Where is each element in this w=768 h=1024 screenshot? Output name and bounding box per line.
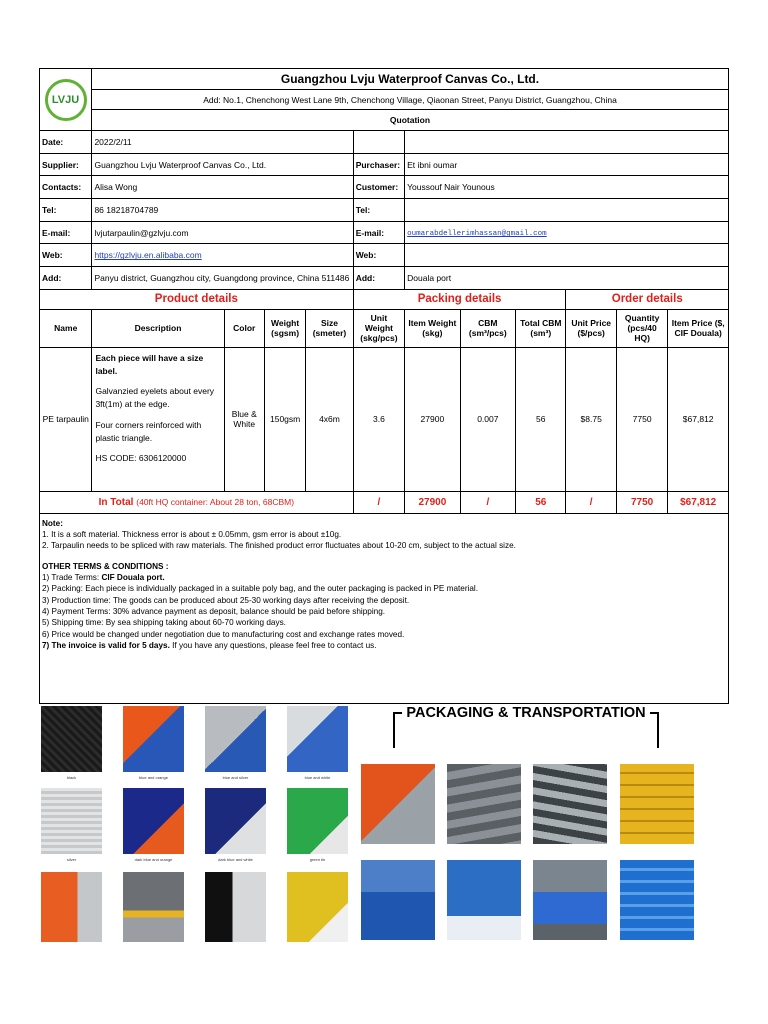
swatch-caption: blue and silver [222,775,249,780]
email-label: E-mail: [40,221,92,244]
email-value: lvjutarpaulin@gzlvju.com [92,221,353,244]
total-quantity: 7750 [616,491,667,513]
product-unit-weight: 3.6 [353,347,404,491]
total-row [40,491,729,513]
notes-title: Note: [42,518,63,528]
swatch-caption: dark blue and white [218,857,253,862]
document-title: Quotation [389,115,431,126]
swatch-caption: silver [66,857,77,862]
swatch-green [287,788,348,854]
customer-value: Youssouf Nair Younous [405,176,729,199]
swatch-blue-silver [205,706,266,772]
col-description: Description [92,309,224,347]
packaging-photo [620,764,694,844]
note-line: 2. Tarpaulin needs to be spliced with raw materials. The finished product error fluctuates about 10-20 cm, subject to the actual size. [42,541,516,551]
total-cbm: / [460,491,515,513]
swatch-caption: blue and white [304,775,331,780]
term-bold: CIF Douala port. [101,573,165,583]
col-size: Size (smeter) [306,309,353,347]
table-row [40,347,729,491]
col-weight: Weight (sgsm) [264,309,305,347]
term-line: 2) Packing: Each piece is individually packaged in a suitable poly bag, and the outer packaging is packed in PE material. [42,584,479,594]
term-line: 4) Payment Terms: 30% advance payment as deposit, balance should be paid before shipping. [42,607,386,616]
col-cbm: CBM (sm³/pcs) [460,309,515,347]
col-total-cbm: Total CBM (sm³) [516,309,566,347]
col-quantity: Quantity (pcs/40 HQ) [616,309,667,347]
term-line: 5) Shipping time: By sea shipping taking about 60-70 working days. [42,618,286,628]
add-label: Add: [40,267,92,290]
term-line [42,572,726,583]
desc-line: HS CODE: 6306120000 [95,452,187,463]
customer-web-value [405,244,729,267]
total-unit-weight: / [353,491,404,513]
empty-cell [405,131,729,154]
term-line: 6) Price would be changed under negotiation due to manufacturing cost and exchange rates moved. [42,629,405,639]
term-text: If you have any questions, please feel free to contact us. [169,640,377,650]
total-note: (40ft HQ container: About 28 ton, 68CBM) [136,496,295,507]
desc-line: Four corners reinforced with plastic triangle. [95,419,202,443]
packaging-photo [620,860,694,940]
customer-add-value: Douala port [405,267,729,290]
total-label-cell [40,491,354,513]
total-label: In Total [98,496,134,508]
packaging-title-box [393,705,659,748]
packaging-photo [447,860,521,940]
purchaser-label: Purchaser: [353,153,404,176]
product-name: PE tarpaulin [40,347,92,491]
total-item-price: $67,812 [668,491,729,513]
col-item-price: Item Price ($, CIF Douala) [668,309,729,347]
packaging-photo [361,860,435,940]
date-label: Date: [40,131,92,154]
product-color: Blue & White [224,347,264,491]
note-line: 1. It is a soft material. Thickness error is about ± 0.05mm, gsm error is about ±10g. [42,530,342,540]
desc-line: Galvanzied eyelets about every 3ft(1m) at the edge. [95,386,215,410]
swatch-caption: green tie [309,857,326,862]
logo-cell [40,69,92,130]
product-quantity: 7750 [616,347,667,491]
quotation-table [39,130,729,514]
product-description [92,347,224,491]
total-unit-price: / [566,491,616,513]
swatch-caption: blue and orange [139,775,168,780]
swatch-black [41,706,102,772]
customer-email-label: E-mail: [353,221,404,244]
product-item-price: $67,812 [668,347,729,491]
customer-tel-label: Tel: [353,199,404,222]
empty-cell [353,131,404,154]
term-bold: 7) The invoice is valid for 5 days. [42,640,170,650]
product-item-weight: 27900 [405,347,460,491]
customer-tel-value [405,199,729,222]
col-color: Color [224,309,264,347]
customer-web-label: Web: [353,244,404,267]
packing-details-heading: Packing details [353,289,566,309]
product-unit-price: $8.75 [566,347,616,491]
swatch-caption: black [66,775,77,780]
packaging-title: PACKAGING & TRANSPORTATION [402,704,649,722]
swatch-darkblue-orange [123,788,184,854]
product-size: 4x6m [306,347,353,491]
quotation-header [39,68,729,130]
terms-title: OTHER TERMS & CONDITIONS : [42,561,169,571]
swatch-blue-orange [123,706,184,772]
product-weight: 150gsm [264,347,305,491]
total-total-cbm: 56 [516,491,566,513]
date-value: 2022/2/11 [92,131,353,154]
add-value: Panyu district, Guangzhou city, Guangdong province, China 511486 [92,267,353,290]
term-line [42,640,726,651]
swatch-black-white [205,872,266,942]
col-unit-price: Unit Price ($/pcs) [566,309,616,347]
col-unit-weight: Unit Weight (skg/pcs) [353,309,404,347]
swatch-darkblue-white [205,788,266,854]
customer-add-label: Add: [353,267,404,290]
swatch-yellow [287,872,348,942]
packaging-photo [533,764,607,844]
company-address: Add: No.1, Chenchong West Lane 9th, Chenchong Village, Qiaonan Street, Panyu District, Guangzhou, China [203,94,617,105]
web-link[interactable]: https://gzlvju.en.alibaba.com [94,250,202,261]
contacts-value: Alisa Wong [92,176,353,199]
quotation-document [39,68,729,704]
packaging-photo [361,764,435,844]
swatch-orange-silver [41,872,102,942]
customer-label: Customer: [353,176,404,199]
company-name: Guangzhou Lvju Waterproof Canvas Co., Ltd. [280,71,540,86]
logo-text: LVJU [51,93,80,106]
term-line: 3) Production time: The goods can be produced about 25-30 working days after receiving the deposit. [42,595,410,605]
packaging-photo [447,764,521,844]
contacts-label: Contacts: [40,176,92,199]
total-item-weight: 27900 [405,491,460,513]
product-cbm: 0.007 [460,347,515,491]
col-item-weight: Item Weight (skg) [405,309,460,347]
company-logo [45,79,87,121]
term-text: 1) Trade Terms: [42,573,102,583]
swatch-grey-yellow [123,872,184,942]
supplier-label: Supplier: [40,153,92,176]
purchaser-value: Et ibni oumar [405,153,729,176]
supplier-value: Guangzhou Lvju Waterproof Canvas Co., Ltd. [92,153,353,176]
tel-label: Tel: [40,199,92,222]
swatch-silver [41,788,102,854]
col-name: Name [40,309,92,347]
swatch-blue-white [287,706,348,772]
packaging-photo [533,860,607,940]
tel-value: 86 18218704789 [92,199,353,222]
web-label: Web: [40,244,92,267]
product-total-cbm: 56 [516,347,566,491]
customer-email-link[interactable]: oumarabdellerimhassan@gmail.com [407,230,547,239]
product-details-heading: Product details [40,289,354,309]
swatch-caption: dark blue and orange [134,857,173,862]
desc-line: Each piece will have a size label. [95,352,204,376]
order-details-heading: Order details [566,289,729,309]
notes-section [39,514,729,704]
